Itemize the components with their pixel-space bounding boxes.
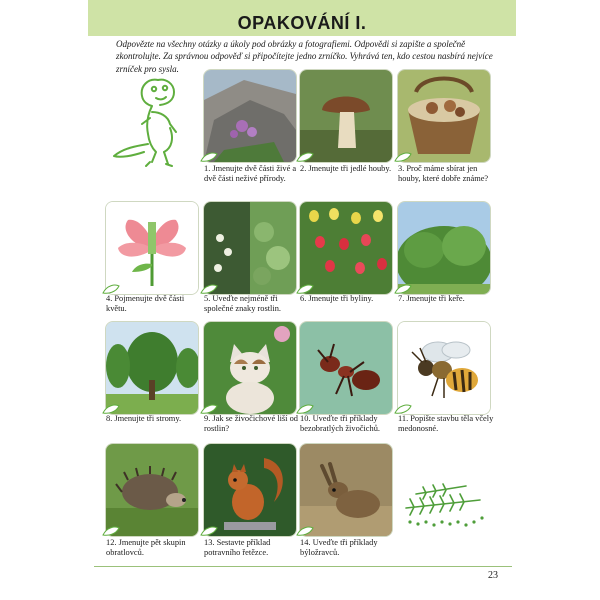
photo-trees	[106, 322, 198, 414]
leaf-icon	[394, 284, 412, 294]
leaf-icon	[200, 152, 218, 162]
photo-plants	[204, 202, 296, 294]
question-4: 4. Pojmenujte dvě části květu.	[106, 294, 185, 314]
photo-squirrel	[204, 444, 296, 536]
flower-diagram	[106, 202, 198, 294]
question-13: 13. Sestavte příklad potravního řetězce.	[204, 538, 271, 558]
question-12: 12. Jmenujte pět skupin obratlovců.	[106, 538, 186, 558]
leaf-icon	[200, 526, 218, 536]
leaf-icon	[296, 284, 314, 294]
question-6: 6. Jmenujte tři byliny.	[300, 294, 374, 303]
leaf-icon	[102, 404, 120, 414]
leaf-icon	[296, 152, 314, 162]
page-number: 23	[488, 570, 498, 581]
leaf-icon	[102, 526, 120, 536]
question-7: 7. Jmenujte tři keře.	[398, 294, 465, 303]
photo-nature	[204, 70, 296, 162]
leaf-icon	[102, 284, 120, 294]
photo-shrubs	[398, 202, 490, 294]
grain-sprig-illustration	[396, 478, 492, 530]
leaf-icon	[296, 404, 314, 414]
question-9: 9. Jak se živočichové liší od rostlin?	[204, 414, 298, 434]
photo-kitten	[204, 322, 296, 414]
photo-tulips	[300, 202, 392, 294]
photo-mushroom-basket	[398, 70, 490, 162]
leaf-icon	[296, 526, 314, 536]
photo-ant	[300, 322, 392, 414]
question-1: 1. Jmenujte dvě části živé a dvě části neživé přírody.	[204, 164, 297, 184]
intro-text: Odpovězte na všechny otázky a úkoly pod obrázky a fotografiemi. Odpovědi si zapište a společně zkontrolujte. Za správnou odpověď si připočítejte jedno zrníčko. Vyhrává ten, kdo cestou nasbírá nejvíce zrníček pro sysla.	[116, 39, 493, 74]
question-5: 5. Uveďte nejméně tři společné znaky rostlin.	[204, 294, 281, 314]
leaf-icon	[200, 284, 218, 294]
leaf-icon	[394, 404, 412, 414]
leaf-icon	[200, 404, 218, 414]
question-14: 14. Uveďte tři příklady býložravců.	[300, 538, 378, 558]
question-10: 10. Uveďte tři příklady bezobratlých živočichů.	[300, 414, 380, 434]
photo-hedgehog	[106, 444, 198, 536]
question-8: 8. Jmenujte tři stromy.	[106, 414, 182, 423]
footer-rule	[94, 566, 512, 567]
bee-illustration	[398, 322, 490, 414]
question-3: 3. Proč máme sbírat jen houby, které dobře známe?	[398, 164, 489, 184]
photo-hare	[300, 444, 392, 536]
question-2: 2. Jmenujte tři jedlé houby.	[300, 164, 392, 173]
ground-squirrel-illustration	[104, 72, 200, 172]
page-title: OPAKOVÁNÍ I.	[237, 13, 367, 33]
question-11: 11. Popište stavbu těla včely medonosné.	[398, 414, 494, 434]
leaf-icon	[394, 152, 412, 162]
photo-mushroom	[300, 70, 392, 162]
